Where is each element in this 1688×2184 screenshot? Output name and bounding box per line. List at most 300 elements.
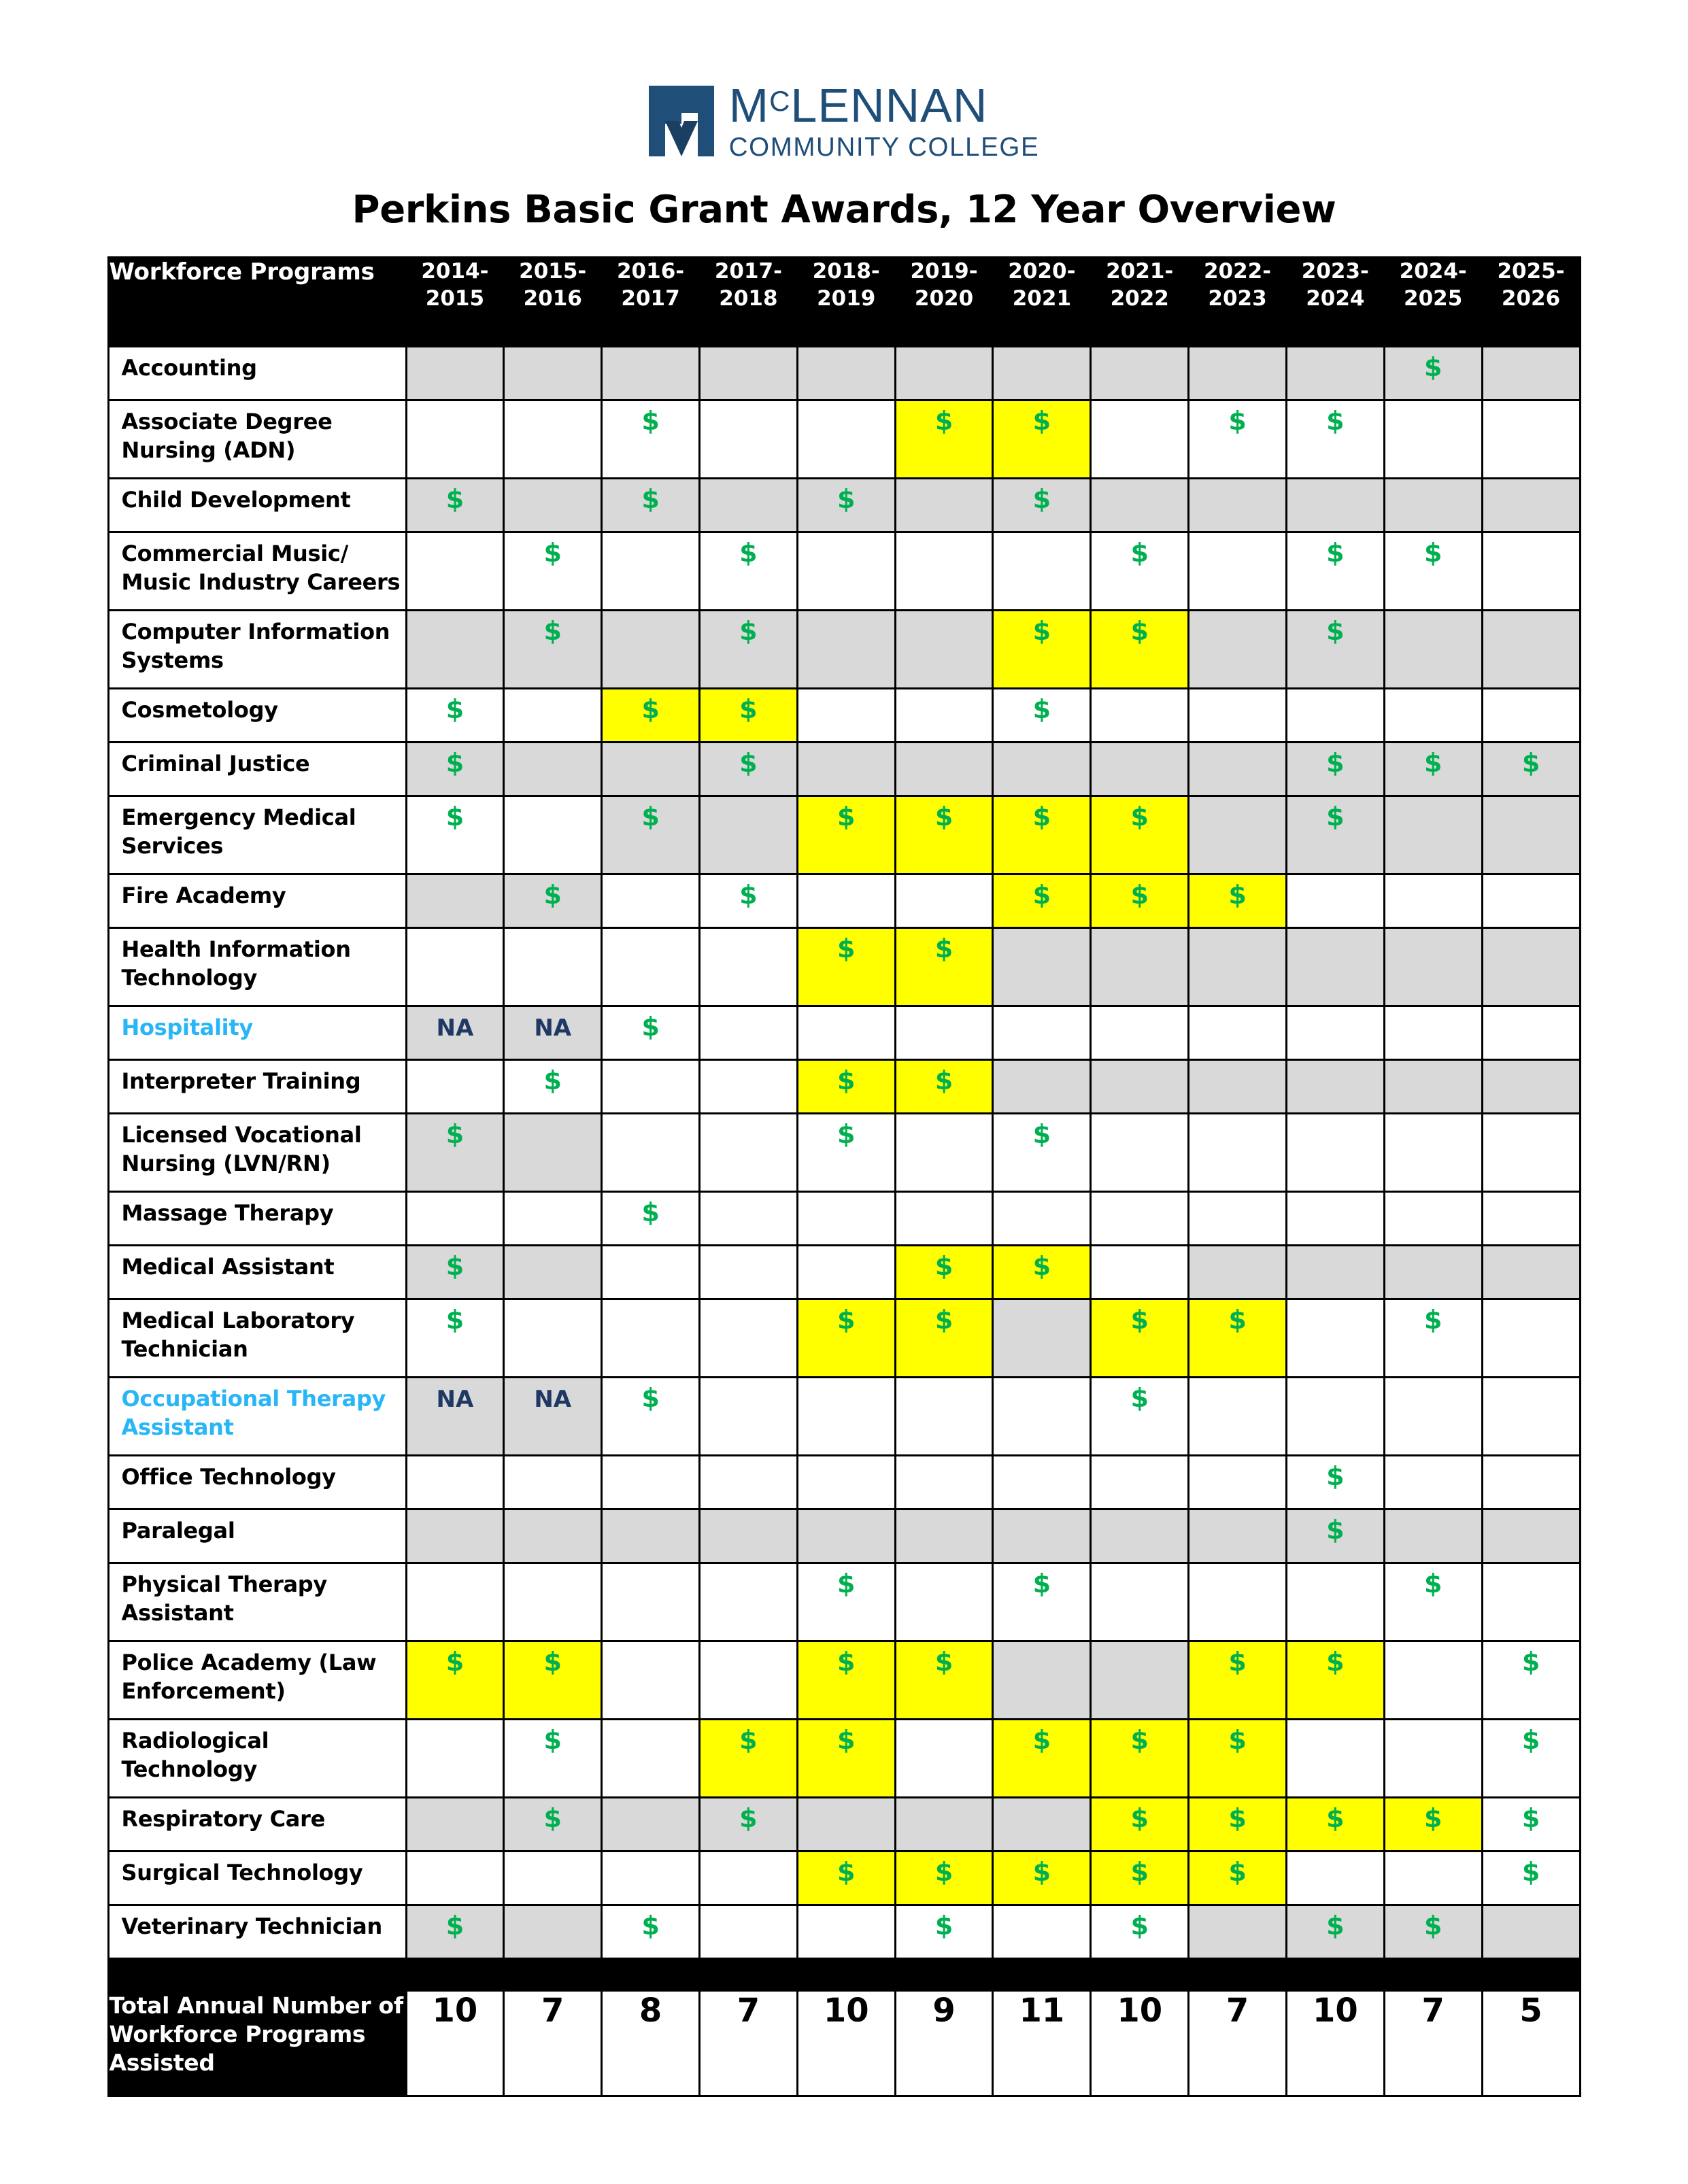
award-cell-surgical-technology-2019-2020 [895,1852,993,1905]
totals-value-2024-2025: 7 [1384,1991,1482,2096]
award-cell-emergency-medical-services-2018-2019 [797,796,895,874]
award-dollar-icon: $ [837,934,856,963]
award-dollar-icon: $ [1032,616,1051,646]
program-name-medical-assistant: Medical Assistant [108,1246,406,1299]
header-year-start: 2017- [714,259,782,284]
award-dollar-icon: $ [543,1725,562,1755]
award-cell-paralegal-2025-2026 [1482,1509,1580,1563]
award-cell-surgical-technology-2025-2026 [1482,1852,1580,1905]
award-cell-computer-information-systems-2019-2020 [895,611,993,689]
award-cell-cosmetology-2015-2016 [504,689,602,743]
award-dollar-icon: $ [1032,484,1051,514]
award-cell-physical-therapy-assistant-2019-2020 [895,1563,993,1641]
award-cell-licensed-vocational-nursing-lvn-rn-2016-2017 [602,1114,700,1192]
award-cell-associate-degree-nursing-adn-2015-2016 [504,400,602,479]
award-cell-criminal-justice-2025-2026 [1482,743,1580,796]
award-cell-interpreter-training-2023-2024 [1286,1060,1384,1114]
award-cell-health-information-technology-2016-2017 [602,928,700,1006]
award-dollar-icon: $ [641,802,660,832]
award-cell-paralegal-2017-2018 [699,1509,797,1563]
award-dollar-icon: $ [1130,1911,1149,1941]
award-cell-accounting-2018-2019 [797,347,895,400]
award-cell-respiratory-care-2022-2023 [1189,1798,1287,1852]
award-cell-health-information-technology-2019-2020 [895,928,993,1006]
award-cell-accounting-2019-2020 [895,347,993,400]
award-cell-respiratory-care-2024-2025 [1384,1798,1482,1852]
award-dollar-icon: $ [1032,802,1051,832]
award-dollar-icon: $ [739,1803,758,1833]
award-dollar-icon: $ [1032,880,1051,910]
award-cell-interpreter-training-2016-2017 [602,1060,700,1114]
award-dollar-icon: $ [837,1119,856,1149]
program-name-office-technology: Office Technology [108,1456,406,1509]
award-cell-criminal-justice-2014-2015 [406,743,504,796]
award-cell-child-development-2016-2017 [602,479,700,532]
award-dollar-icon: $ [1423,538,1442,568]
award-cell-emergency-medical-services-2014-2015 [406,796,504,874]
award-cell-medical-laboratory-technician-2017-2018 [699,1299,797,1378]
award-cell-police-academy-law-enforcement-2023-2024 [1286,1641,1384,1720]
award-cell-criminal-justice-2024-2025 [1384,743,1482,796]
header-year-2025-2026 [1482,258,1580,347]
header-year-2018-2019 [797,258,895,347]
award-cell-cosmetology-2023-2024 [1286,689,1384,743]
award-cell-health-information-technology-2021-2022 [1091,928,1189,1006]
program-name-physical-therapy-assistant: Physical Therapy Assistant [108,1563,406,1641]
award-cell-police-academy-law-enforcement-2019-2020 [895,1641,993,1720]
award-cell-cosmetology-2014-2015 [406,689,504,743]
award-dollar-icon: $ [739,616,758,646]
award-cell-hospitality-2015-2016 [504,1006,602,1060]
header-year-end: 2022 [1110,286,1169,311]
award-cell-medical-assistant-2015-2016 [504,1246,602,1299]
award-cell-fire-academy-2024-2025 [1384,874,1482,928]
award-cell-police-academy-law-enforcement-2015-2016 [504,1641,602,1720]
award-dollar-icon: $ [1521,1857,1540,1887]
table-head [108,258,1580,347]
not-applicable-label: NA [534,1386,572,1413]
award-cell-medical-assistant-2025-2026 [1482,1246,1580,1299]
award-dollar-icon: $ [1521,1803,1540,1833]
award-cell-associate-degree-nursing-adn-2022-2023 [1189,400,1287,479]
totals-value-2020-2021: 11 [993,1991,1091,2096]
header-year-start: 2025- [1497,259,1565,284]
table-row [108,1192,1580,1246]
award-cell-cosmetology-2025-2026 [1482,689,1580,743]
award-cell-police-academy-law-enforcement-2024-2025 [1384,1641,1482,1720]
award-cell-police-academy-law-enforcement-2018-2019 [797,1641,895,1720]
award-cell-commercial-music-music-industry-careers-2021-2022 [1091,532,1189,611]
program-name-criminal-justice: Criminal Justice [108,743,406,796]
award-dollar-icon: $ [934,1305,953,1335]
award-cell-medical-laboratory-technician-2025-2026 [1482,1299,1580,1378]
program-name-associate-degree-nursing-adn: Associate Degree Nursing (ADN) [108,400,406,479]
award-cell-commercial-music-music-industry-careers-2022-2023 [1189,532,1287,611]
award-cell-associate-degree-nursing-adn-2020-2021 [993,400,1091,479]
award-cell-massage-therapy-2022-2023 [1189,1192,1287,1246]
program-name-paralegal: Paralegal [108,1509,406,1563]
award-dollar-icon: $ [1228,1857,1247,1887]
program-name-accounting: Accounting [108,347,406,400]
award-cell-emergency-medical-services-2025-2026 [1482,796,1580,874]
award-cell-commercial-music-music-industry-careers-2020-2021 [993,532,1091,611]
award-cell-surgical-technology-2023-2024 [1286,1852,1384,1905]
award-cell-respiratory-care-2021-2022 [1091,1798,1189,1852]
award-cell-criminal-justice-2015-2016 [504,743,602,796]
award-cell-computer-information-systems-2022-2023 [1189,611,1287,689]
award-cell-respiratory-care-2017-2018 [699,1798,797,1852]
award-cell-massage-therapy-2016-2017 [602,1192,700,1246]
award-cell-occupational-therapy-assistant-2025-2026 [1482,1378,1580,1456]
college-logo [0,0,1688,162]
header-year-end: 2025 [1404,286,1463,311]
award-cell-licensed-vocational-nursing-lvn-rn-2024-2025 [1384,1114,1482,1192]
award-cell-respiratory-care-2023-2024 [1286,1798,1384,1852]
award-dollar-icon: $ [837,1857,856,1887]
award-cell-radiological-technology-2025-2026 [1482,1720,1580,1798]
award-cell-criminal-justice-2020-2021 [993,743,1091,796]
award-cell-respiratory-care-2018-2019 [797,1798,895,1852]
award-cell-medical-assistant-2020-2021 [993,1246,1091,1299]
award-dollar-icon: $ [1130,880,1149,910]
award-cell-child-development-2023-2024 [1286,479,1384,532]
table-row [108,1509,1580,1563]
award-dollar-icon: $ [1423,1803,1442,1833]
award-cell-hospitality-2019-2020 [895,1006,993,1060]
award-cell-occupational-therapy-assistant-2014-2015 [406,1378,504,1456]
award-dollar-icon: $ [641,1012,660,1042]
award-dollar-icon: $ [641,1911,660,1941]
award-cell-medical-laboratory-technician-2016-2017 [602,1299,700,1378]
award-dollar-icon: $ [739,538,758,568]
award-cell-licensed-vocational-nursing-lvn-rn-2014-2015 [406,1114,504,1192]
award-cell-paralegal-2015-2016 [504,1509,602,1563]
award-cell-interpreter-training-2014-2015 [406,1060,504,1114]
not-applicable-label: NA [436,1386,474,1413]
header-year-end: 2023 [1208,286,1267,311]
award-cell-criminal-justice-2016-2017 [602,743,700,796]
totals-value-2022-2023: 7 [1189,1991,1287,2096]
award-cell-child-development-2021-2022 [1091,479,1189,532]
award-cell-interpreter-training-2019-2020 [895,1060,993,1114]
award-cell-paralegal-2020-2021 [993,1509,1091,1563]
award-cell-computer-information-systems-2020-2021 [993,611,1091,689]
award-dollar-icon: $ [1228,1305,1247,1335]
award-cell-surgical-technology-2022-2023 [1189,1852,1287,1905]
award-cell-fire-academy-2021-2022 [1091,874,1189,928]
table-row [108,532,1580,611]
award-cell-physical-therapy-assistant-2023-2024 [1286,1563,1384,1641]
award-cell-occupational-therapy-assistant-2019-2020 [895,1378,993,1456]
award-dollar-icon: $ [1130,1383,1149,1413]
award-dollar-icon: $ [543,538,562,568]
award-cell-veterinary-technician-2016-2017 [602,1905,700,1959]
header-year-end: 2015 [425,286,485,311]
award-cell-accounting-2015-2016 [504,347,602,400]
award-cell-associate-degree-nursing-adn-2016-2017 [602,400,700,479]
section-divider-cell [108,1959,1580,1991]
award-cell-licensed-vocational-nursing-lvn-rn-2020-2021 [993,1114,1091,1192]
award-cell-accounting-2021-2022 [1091,347,1189,400]
award-dollar-icon: $ [934,1911,953,1941]
award-cell-licensed-vocational-nursing-lvn-rn-2022-2023 [1189,1114,1287,1192]
award-cell-interpreter-training-2017-2018 [699,1060,797,1114]
award-cell-veterinary-technician-2017-2018 [699,1905,797,1959]
award-dollar-icon: $ [837,1305,856,1335]
award-cell-police-academy-law-enforcement-2016-2017 [602,1641,700,1720]
header-year-start: 2018- [812,259,880,284]
award-cell-interpreter-training-2025-2026 [1482,1060,1580,1114]
header-year-2022-2023 [1189,258,1287,347]
award-cell-medical-assistant-2021-2022 [1091,1246,1189,1299]
award-cell-health-information-technology-2015-2016 [504,928,602,1006]
award-cell-cosmetology-2018-2019 [797,689,895,743]
award-cell-medical-assistant-2023-2024 [1286,1246,1384,1299]
award-dollar-icon: $ [543,1647,562,1677]
table-row [108,1720,1580,1798]
award-cell-fire-academy-2022-2023 [1189,874,1287,928]
award-cell-health-information-technology-2014-2015 [406,928,504,1006]
award-cell-radiological-technology-2024-2025 [1384,1720,1482,1798]
award-cell-office-technology-2016-2017 [602,1456,700,1509]
award-cell-medical-laboratory-technician-2015-2016 [504,1299,602,1378]
header-year-2016-2017 [602,258,700,347]
program-name-hospitality: Hospitality [108,1006,406,1060]
table-row [108,347,1580,400]
award-cell-accounting-2022-2023 [1189,347,1287,400]
award-cell-associate-degree-nursing-adn-2019-2020 [895,400,993,479]
award-dollar-icon: $ [1130,538,1149,568]
table-row [108,1798,1580,1852]
award-cell-cosmetology-2019-2020 [895,689,993,743]
award-cell-accounting-2025-2026 [1482,347,1580,400]
award-cell-commercial-music-music-industry-careers-2014-2015 [406,532,504,611]
header-row [108,258,1580,347]
program-name-cosmetology: Cosmetology [108,689,406,743]
award-cell-associate-degree-nursing-adn-2025-2026 [1482,400,1580,479]
award-cell-fire-academy-2020-2021 [993,874,1091,928]
award-cell-medical-assistant-2014-2015 [406,1246,504,1299]
award-cell-paralegal-2023-2024 [1286,1509,1384,1563]
award-cell-respiratory-care-2014-2015 [406,1798,504,1852]
header-year-end: 2017 [621,286,680,311]
header-year-end: 2016 [523,286,582,311]
award-cell-massage-therapy-2025-2026 [1482,1192,1580,1246]
award-cell-paralegal-2022-2023 [1189,1509,1287,1563]
award-cell-paralegal-2018-2019 [797,1509,895,1563]
award-cell-radiological-technology-2017-2018 [699,1720,797,1798]
award-cell-hospitality-2016-2017 [602,1006,700,1060]
award-cell-physical-therapy-assistant-2018-2019 [797,1563,895,1641]
header-year-start: 2023- [1301,259,1369,284]
award-cell-medical-assistant-2016-2017 [602,1246,700,1299]
award-cell-radiological-technology-2018-2019 [797,1720,895,1798]
award-cell-interpreter-training-2024-2025 [1384,1060,1482,1114]
award-dollar-icon: $ [543,616,562,646]
award-cell-office-technology-2018-2019 [797,1456,895,1509]
header-year-start: 2022- [1203,259,1272,284]
award-cell-massage-therapy-2017-2018 [699,1192,797,1246]
award-cell-physical-therapy-assistant-2020-2021 [993,1563,1091,1641]
award-dollar-icon: $ [641,1383,660,1413]
award-cell-interpreter-training-2018-2019 [797,1060,895,1114]
award-cell-fire-academy-2017-2018 [699,874,797,928]
award-cell-fire-academy-2019-2020 [895,874,993,928]
award-cell-occupational-therapy-assistant-2016-2017 [602,1378,700,1456]
table-row [108,611,1580,689]
award-cell-associate-degree-nursing-adn-2017-2018 [699,400,797,479]
award-cell-emergency-medical-services-2021-2022 [1091,796,1189,874]
award-dollar-icon: $ [739,748,758,778]
award-dollar-icon: $ [837,1569,856,1599]
award-dollar-icon: $ [1326,1461,1345,1491]
header-year-start: 2024- [1399,259,1467,284]
award-cell-health-information-technology-2017-2018 [699,928,797,1006]
header-year-end: 2019 [817,286,876,311]
award-dollar-icon: $ [1130,1803,1149,1833]
award-cell-hospitality-2017-2018 [699,1006,797,1060]
award-cell-physical-therapy-assistant-2017-2018 [699,1563,797,1641]
not-applicable-label: NA [534,1014,572,1042]
award-cell-accounting-2020-2021 [993,347,1091,400]
header-workforce-programs: Workforce Programs [108,258,406,347]
award-cell-occupational-therapy-assistant-2021-2022 [1091,1378,1189,1456]
program-name-respiratory-care: Respiratory Care [108,1798,406,1852]
program-name-health-information-technology: Health Information Technology [108,928,406,1006]
award-dollar-icon: $ [1228,1725,1247,1755]
award-dollar-icon: $ [1521,1647,1540,1677]
header-year-start: 2015- [519,259,587,284]
logo-subtitle: COMMUNITY COLLEGE [728,132,1040,162]
totals-value-2023-2024: 10 [1286,1991,1384,2096]
award-dollar-icon: $ [1326,616,1345,646]
award-cell-medical-assistant-2024-2025 [1384,1246,1482,1299]
award-cell-police-academy-law-enforcement-2021-2022 [1091,1641,1189,1720]
table-row [108,1905,1580,1959]
award-dollar-icon: $ [1032,406,1051,436]
award-cell-associate-degree-nursing-adn-2021-2022 [1091,400,1189,479]
award-dollar-icon: $ [1130,1305,1149,1335]
award-cell-paralegal-2024-2025 [1384,1509,1482,1563]
award-dollar-icon: $ [1228,1803,1247,1833]
award-dollar-icon: $ [837,802,856,832]
award-cell-commercial-music-music-industry-careers-2015-2016 [504,532,602,611]
award-dollar-icon: $ [1326,802,1345,832]
award-cell-computer-information-systems-2015-2016 [504,611,602,689]
grant-awards-table-wrap [107,256,1581,2097]
header-year-start: 2016- [616,259,685,284]
award-cell-veterinary-technician-2015-2016 [504,1905,602,1959]
award-cell-hospitality-2023-2024 [1286,1006,1384,1060]
award-cell-licensed-vocational-nursing-lvn-rn-2025-2026 [1482,1114,1580,1192]
award-dollar-icon: $ [1326,1911,1345,1941]
award-cell-health-information-technology-2024-2025 [1384,928,1482,1006]
award-dollar-icon: $ [543,1065,562,1095]
totals-value-2017-2018: 7 [699,1991,797,2096]
award-cell-surgical-technology-2014-2015 [406,1852,504,1905]
award-dollar-icon: $ [837,484,856,514]
award-cell-veterinary-technician-2019-2020 [895,1905,993,1959]
award-dollar-icon: $ [641,484,660,514]
award-dollar-icon: $ [1032,694,1051,724]
table-row [108,1378,1580,1456]
award-cell-hospitality-2020-2021 [993,1006,1091,1060]
award-dollar-icon: $ [837,1647,856,1677]
award-cell-commercial-music-music-industry-careers-2019-2020 [895,532,993,611]
program-name-commercial-music-music-industry-careers: Commercial Music/ Music Industry Careers [108,532,406,611]
header-year-2020-2021 [993,258,1091,347]
totals-row [108,1991,1580,2096]
award-dollar-icon: $ [837,1065,856,1095]
award-cell-hospitality-2022-2023 [1189,1006,1287,1060]
award-dollar-icon: $ [641,406,660,436]
award-cell-emergency-medical-services-2022-2023 [1189,796,1287,874]
award-cell-computer-information-systems-2017-2018 [699,611,797,689]
award-dollar-icon: $ [1423,1305,1442,1335]
award-cell-police-academy-law-enforcement-2014-2015 [406,1641,504,1720]
award-cell-interpreter-training-2015-2016 [504,1060,602,1114]
program-name-emergency-medical-services: Emergency Medical Services [108,796,406,874]
award-cell-occupational-therapy-assistant-2015-2016 [504,1378,602,1456]
award-cell-massage-therapy-2015-2016 [504,1192,602,1246]
award-dollar-icon: $ [1423,352,1442,382]
award-cell-fire-academy-2023-2024 [1286,874,1384,928]
award-cell-fire-academy-2018-2019 [797,874,895,928]
award-dollar-icon: $ [1032,1119,1051,1149]
award-cell-interpreter-training-2020-2021 [993,1060,1091,1114]
program-name-surgical-technology: Surgical Technology [108,1852,406,1905]
not-applicable-label: NA [436,1014,474,1042]
award-dollar-icon: $ [739,1725,758,1755]
award-cell-hospitality-2024-2025 [1384,1006,1482,1060]
award-cell-health-information-technology-2023-2024 [1286,928,1384,1006]
award-cell-respiratory-care-2015-2016 [504,1798,602,1852]
totals-value-2014-2015: 10 [406,1991,504,2096]
award-dollar-icon: $ [1228,880,1247,910]
award-cell-criminal-justice-2017-2018 [699,743,797,796]
totals-value-2016-2017: 8 [602,1991,700,2096]
award-cell-office-technology-2017-2018 [699,1456,797,1509]
award-cell-licensed-vocational-nursing-lvn-rn-2023-2024 [1286,1114,1384,1192]
award-cell-massage-therapy-2020-2021 [993,1192,1091,1246]
award-cell-computer-information-systems-2016-2017 [602,611,700,689]
award-dollar-icon: $ [1326,1647,1345,1677]
award-cell-office-technology-2020-2021 [993,1456,1091,1509]
award-cell-occupational-therapy-assistant-2017-2018 [699,1378,797,1456]
totals-value-2018-2019: 10 [797,1991,895,2096]
award-cell-emergency-medical-services-2019-2020 [895,796,993,874]
award-cell-commercial-music-music-industry-careers-2017-2018 [699,532,797,611]
header-year-start: 2014- [421,259,489,284]
totals-value-2015-2016: 7 [504,1991,602,2096]
award-cell-medical-laboratory-technician-2021-2022 [1091,1299,1189,1378]
table-row [108,1114,1580,1192]
award-cell-child-development-2015-2016 [504,479,602,532]
award-cell-computer-information-systems-2025-2026 [1482,611,1580,689]
award-cell-respiratory-care-2025-2026 [1482,1798,1580,1852]
award-dollar-icon: $ [1130,616,1149,646]
award-cell-hospitality-2018-2019 [797,1006,895,1060]
award-dollar-icon: $ [934,406,953,436]
program-name-licensed-vocational-nursing-lvn-rn: Licensed Vocational Nursing (LVN/RN) [108,1114,406,1192]
award-cell-computer-information-systems-2014-2015 [406,611,504,689]
award-cell-massage-therapy-2024-2025 [1384,1192,1482,1246]
header-year-end: 2024 [1306,286,1365,311]
award-cell-surgical-technology-2017-2018 [699,1852,797,1905]
award-cell-medical-assistant-2018-2019 [797,1246,895,1299]
award-dollar-icon: $ [445,484,465,514]
award-cell-office-technology-2015-2016 [504,1456,602,1509]
